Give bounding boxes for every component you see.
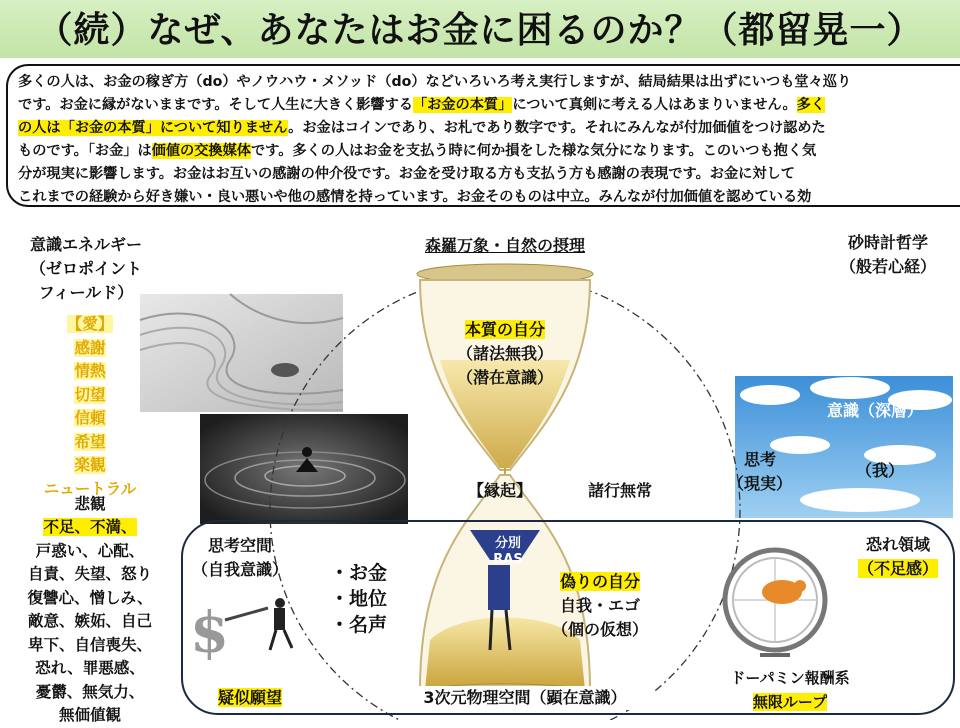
desire-item: ・名声 — [330, 614, 388, 636]
intro-highlight: 「お金の本質」 — [412, 97, 513, 113]
emotion-item: 【愛】 — [66, 315, 114, 333]
intro-highlight: 多く — [796, 97, 826, 113]
negative-emotions — [10, 516, 170, 728]
nature-label: 森羅万象・自然の摂理 — [424, 236, 585, 255]
emotion-item: 希望 — [74, 432, 106, 451]
emotion-item: 敵意、嫉妬、自己 — [27, 612, 152, 630]
consciousness-energy-heading — [6, 233, 166, 305]
false-self-sub: （個の仮想） — [551, 620, 648, 639]
meditation-water-image — [200, 414, 408, 524]
emotion-item: 情熱 — [74, 362, 106, 380]
intro-line-6: これまでの経験から好き嫌い・良い悪いや他の感情を持っています。お金そのものは中立。みんなが付加価値を認めている効 — [18, 189, 812, 205]
thought-space-label: 思考空間 — [207, 536, 272, 555]
zen-garden-image — [140, 294, 343, 412]
intro-text: ものです。「お金」は — [18, 143, 152, 159]
thinking-sub: （現実） — [727, 474, 792, 493]
sky-clouds-image — [735, 376, 953, 518]
ras-label: RAS — [493, 552, 523, 567]
thought-space-sub: （自我意識） — [191, 560, 288, 579]
neutral-label: ニュートラル — [43, 480, 137, 498]
emotion-item: 楽観 — [74, 456, 106, 474]
emotion-item: 切望 — [74, 385, 106, 404]
false-self-label: 偽りの自分 — [559, 572, 640, 591]
false-self-block — [540, 570, 660, 642]
intro-line-1: 多くの人は、お金の稼ぎ方（do）やノウハウ・メソッド（do）などいろいろ考え実行しますが、結局結果は出ずにいつも堂々巡り — [18, 74, 852, 90]
philosophy-label: 砂時計哲学 — [847, 233, 928, 252]
emotion-item: 無価値観 — [58, 706, 121, 724]
heading-line: 意識エネルギー — [29, 235, 142, 254]
desire-item: ・地位 — [330, 588, 388, 610]
philosophy-block — [828, 231, 948, 279]
emotion-item: 戸惑い、心配、 — [35, 541, 145, 560]
true-self-sub: （潜在意識） — [456, 368, 553, 387]
intro-text: です。お金に縁がないままです。そして人生に大きく影響する — [18, 97, 413, 113]
engi-label: 【縁起】 — [467, 481, 532, 500]
intro-highlight: 価値の交換媒体 — [151, 143, 251, 159]
emotion-scale — [40, 313, 140, 478]
thinking-block — [725, 448, 795, 496]
true-self-label: 本質の自分 — [464, 320, 545, 339]
discrimination-ras — [478, 536, 538, 568]
self-label: （我） — [855, 461, 904, 480]
emotion-item: 自責、失望、怒り — [27, 565, 152, 583]
hamster-wheel-illustration — [725, 550, 825, 655]
emotion-item: 卑下、自信喪失、 — [27, 635, 152, 654]
intro-line-5: 分が現実に影響します。お金はお互いの感謝の仲介役です。お金を受け取る方も支払う方も感謝の表現です。お金に対して — [18, 166, 795, 182]
dollar-pull-illustration — [190, 598, 292, 666]
emotion-item: 復讐心、憎しみ、 — [27, 588, 153, 607]
deep-consciousness-label: 意識（深層） — [826, 401, 923, 420]
physical-space-label: 3次元物理空間（顕在意識） — [395, 686, 655, 710]
emotion-item: 憂欝、無気力、 — [35, 682, 145, 701]
pseudo-desire-block — [200, 686, 300, 710]
thought-space-block — [180, 534, 300, 582]
fear-label: 恐れ領域 — [865, 535, 930, 554]
heading-line: （ゼロポイント — [29, 259, 142, 278]
philosophy-sub: （般若心経） — [839, 257, 936, 276]
pseudo-desire-label: 疑似願望 — [217, 688, 282, 707]
emotion-item: 感謝 — [74, 338, 106, 357]
intro-text: です。多くの人はお金を支払う時に何か損をした様な気分になります。このいつも抱く気 — [250, 143, 817, 159]
pessimism-label: 悲観 — [74, 495, 106, 513]
intro-text: 。お金はコインであり、お札であり数字です。それにみんなが付加価値をつけ認めた — [288, 120, 826, 136]
desire-item: ・お金 — [330, 562, 388, 584]
loop-label: 無限ループ — [752, 693, 828, 711]
negative-head: 不足、不満、 — [43, 518, 137, 536]
thinking-label: 思考 — [743, 450, 776, 469]
false-self-sub: 自我・エゴ — [559, 596, 640, 615]
impermanence-label: 諸行無常 — [587, 481, 652, 500]
fear-block — [848, 533, 948, 581]
worldly-desires-list — [330, 560, 387, 638]
svg-text:$: $ — [190, 600, 229, 666]
intro-text: について真剣に考える人はあまりいません。 — [512, 97, 797, 113]
emotion-item: 恐れ、罪悪感、 — [35, 659, 145, 677]
true-self-block — [440, 318, 570, 390]
true-self-sub: （諸法無我） — [456, 344, 553, 363]
emotion-item: 信頼 — [74, 409, 106, 427]
dopamine-label: ドーパミン報酬系 — [730, 669, 850, 687]
intro-highlight: の人は「お金の本質」について知りません — [18, 120, 289, 136]
fear-sub: （不足感） — [857, 559, 938, 578]
discrimination-label: 分別 — [494, 536, 521, 551]
heading-line: フィールド） — [38, 283, 134, 302]
dopamine-block — [715, 666, 865, 714]
page-title: （続）なぜ、あなたはお金に困るのか？（都留晃一） — [36, 10, 924, 51]
